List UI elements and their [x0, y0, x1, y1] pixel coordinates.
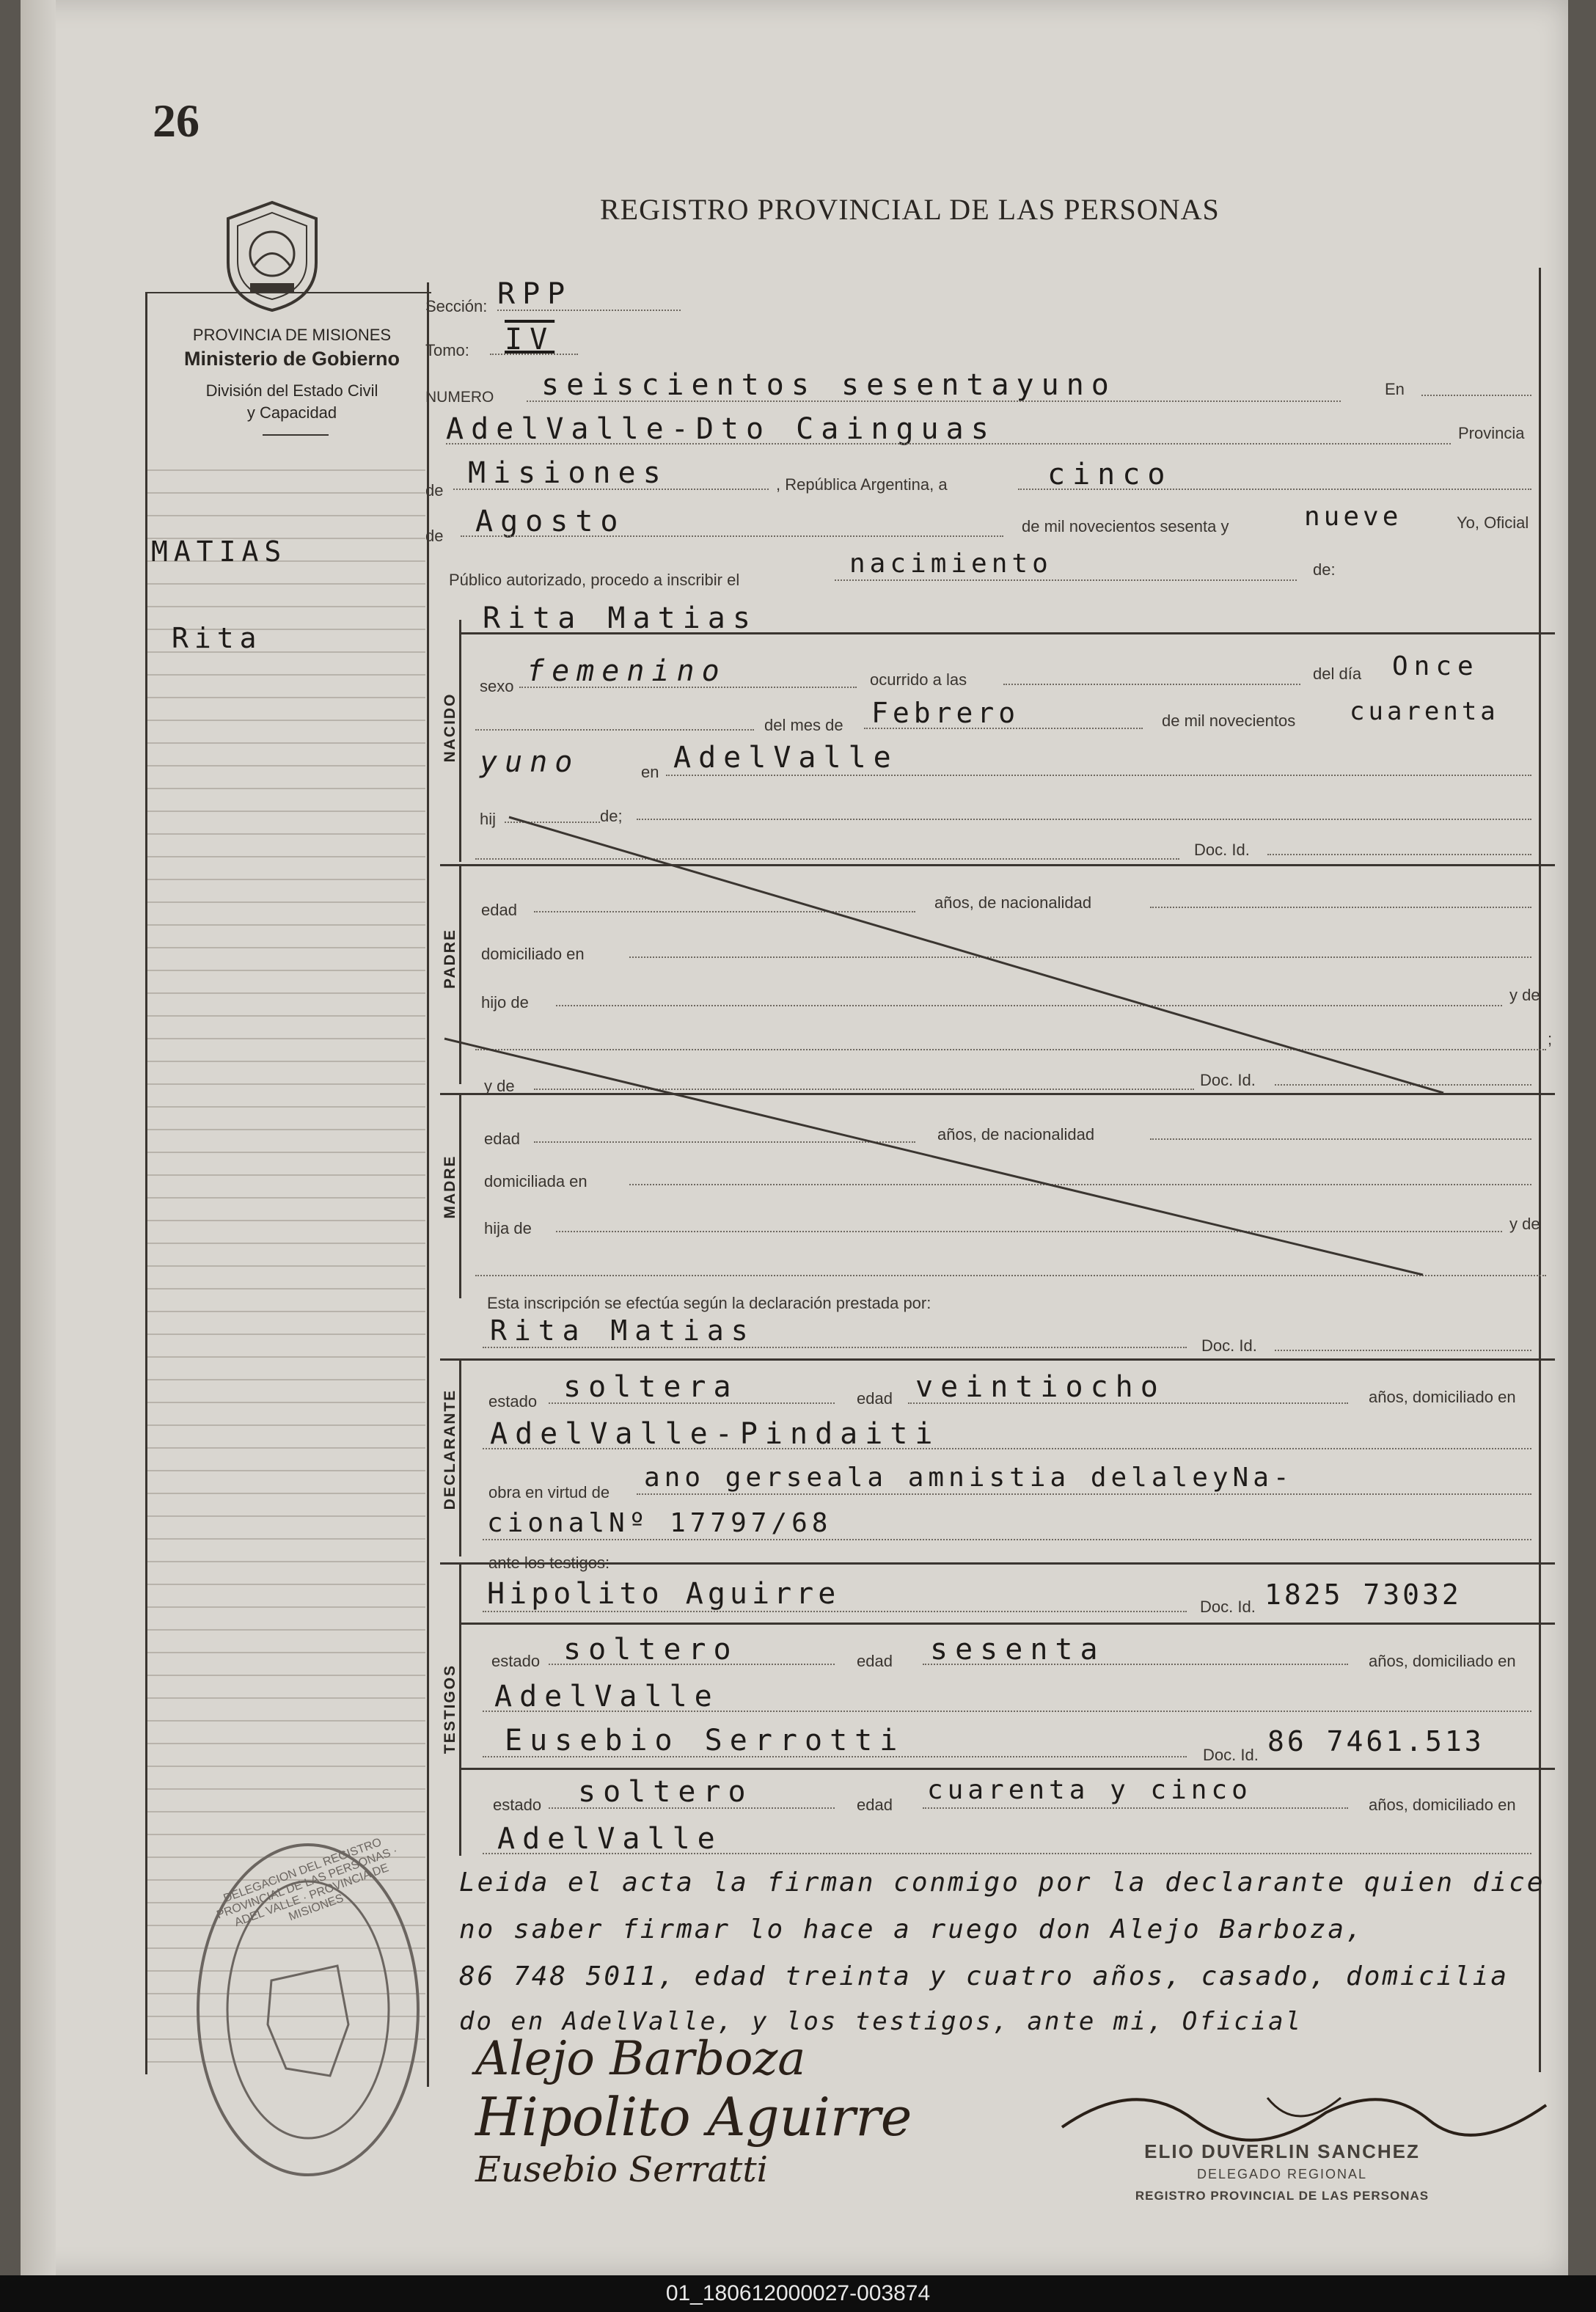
dotline: [483, 1611, 1187, 1612]
label-de-colon: de:: [1313, 560, 1336, 579]
dotline: [483, 1711, 1531, 1712]
dotline: [483, 1347, 1187, 1348]
field-lugar-nac: AdelValle: [673, 741, 898, 775]
label-ante-testigos: ante los testigos:: [488, 1554, 610, 1572]
field-declarante-domicilio: AdelValle-Pindaiti: [490, 1417, 940, 1451]
stamp-office: REGISTRO PROVINCIAL DE LAS PERSONAS: [1135, 2189, 1430, 2203]
label-del-dia: del día: [1313, 665, 1362, 683]
label-doc-id: Doc. Id.: [1201, 1336, 1257, 1355]
label-de-semicolon: de;: [600, 807, 623, 825]
field-obra-2: cionalNº 17797/68: [487, 1508, 832, 1538]
label-estado: estado: [488, 1392, 538, 1411]
label-hij: hij: [480, 810, 497, 828]
dotline: [923, 1664, 1348, 1665]
dotline: [483, 1853, 1531, 1854]
dotline: [908, 1402, 1348, 1404]
label-numero: NUMERO: [425, 389, 494, 406]
label-de-mil-sesenta: de mil novecientos sesenta y: [1022, 517, 1229, 535]
field-sexo: femenino: [527, 654, 727, 688]
sidebar-province: PROVINCIA DE MISIONES: [192, 326, 392, 344]
field-testigo2-doc: 86 7461.513: [1267, 1725, 1485, 1757]
field-anio-acta: nueve: [1304, 502, 1402, 532]
note-line-4: do en AdelValle, y los testigos, ante mi, Oficial: [459, 2007, 1303, 2036]
label-sexo: sexo: [480, 677, 514, 695]
section-label-testigos: TESTIGOS: [442, 1664, 458, 1755]
stamp-name: ELIO DUVERLIN SANCHEZ: [1144, 2140, 1420, 2162]
label-seccion: Sección:: [425, 297, 488, 315]
section-label-nacido: NACIDO: [442, 692, 458, 763]
label-anos-nacionalidad: años, de nacionalidad: [934, 893, 1092, 912]
label-estado: estado: [491, 1652, 541, 1670]
section-rule: [440, 1562, 1555, 1565]
label-de: de: [425, 527, 444, 545]
label-edad: edad: [857, 1389, 893, 1408]
dotline: [923, 1807, 1348, 1809]
signature-hipolito-aguirre: Hipolito Aguirre: [475, 2086, 912, 2148]
field-testigo1-edad: sesenta: [930, 1633, 1105, 1667]
section-label-madre: MADRE: [442, 1155, 458, 1219]
label-tomo: Tomo:: [425, 341, 469, 359]
field-mes-acta: Agosto: [475, 505, 626, 538]
field-anio-nac-2: yuno: [480, 745, 580, 779]
label-doc-id: Doc. Id.: [1200, 1598, 1256, 1616]
field-dia-acta: cinco: [1047, 458, 1173, 491]
field-lugar: AdelValle-Dto Cainguas: [446, 412, 996, 446]
note-line-1: Leida el acta la firman conmigo por la declarante quien dice: [459, 1867, 1545, 1898]
label-edad: edad: [484, 1130, 520, 1148]
label-en: en: [641, 763, 659, 781]
sidebar-division: División del Estado Civil: [205, 381, 378, 400]
dotline: [549, 1664, 835, 1665]
field-seccion: RPP: [497, 277, 573, 311]
label-declaracion: Esta inscripción se efectúa según la declaración prestada por:: [487, 1294, 931, 1312]
register-page: [21, 0, 1568, 2275]
section-label-padre: PADRE: [442, 929, 458, 989]
row-rule: [461, 1623, 1555, 1625]
field-declarante-estado: soltera: [563, 1370, 739, 1404]
field-testigo1-domicilio: AdelValle: [494, 1680, 720, 1713]
label-edad: edad: [481, 901, 517, 919]
page-title: REGISTRO PROVINCIAL DE LAS PERSONAS: [600, 193, 1220, 226]
label-y-de: y de: [484, 1077, 515, 1095]
signature-eusebio-serratti: Eusebio Serratti: [475, 2149, 768, 2190]
label-estado: estado: [493, 1796, 542, 1814]
dotline: [549, 1402, 835, 1404]
sidebar-ministry: Ministerio de Gobierno: [183, 348, 400, 370]
dotline: [549, 1807, 835, 1809]
field-acto: nacimiento: [849, 549, 1053, 579]
sidebar-surname: MATIAS: [151, 535, 288, 568]
field-testigo1-doc: 1825 73032: [1264, 1578, 1462, 1611]
label-domiciliada: domiciliada en: [484, 1172, 587, 1190]
label-en: En: [1385, 380, 1405, 398]
page-number: 26: [153, 95, 200, 147]
field-declarante-edad: veintiocho: [915, 1370, 1165, 1404]
label-publico: Público autorizado, procedo a inscribir el: [449, 571, 740, 589]
label-provincia: Provincia: [1458, 424, 1525, 442]
label-hijo-de: hijo de: [481, 993, 529, 1012]
dotline: [483, 1756, 1187, 1757]
image-id-footer: 01_180612000027-003874: [0, 2275, 1596, 2312]
label-doc-id: Doc. Id.: [1200, 1071, 1256, 1089]
official-signature-icon: [1047, 2068, 1561, 2149]
field-testigo1-estado: soltero: [563, 1633, 739, 1667]
label-y-de: y de: [1509, 1215, 1540, 1233]
note-line-2: no saber firmar lo hace a ruego don Alejo Barboza,: [459, 1914, 1364, 1945]
section-rule: [440, 1358, 1555, 1361]
label-obra: obra en virtud de: [488, 1483, 610, 1501]
label-de: de: [425, 481, 444, 500]
label-domiciliado: domiciliado en: [481, 945, 585, 963]
label-hija-de: hija de: [484, 1219, 532, 1237]
label-doc-id: Doc. Id.: [1203, 1746, 1259, 1764]
field-obra-1: ano gerseala amnistia delaleyNa-: [644, 1463, 1294, 1493]
field-provincia: Misiones: [468, 456, 668, 490]
sidebar-capacity: y Capacidad: [246, 403, 337, 422]
field-dia-nac: Once: [1392, 651, 1479, 681]
field-testigo2-estado: soltero: [578, 1775, 753, 1809]
field-tomo: IV: [505, 323, 555, 356]
label-republica: , República Argentina, a: [776, 475, 948, 494]
declarante-left-border: [459, 1358, 461, 1556]
dotline: [637, 1493, 1531, 1495]
label-edad: edad: [857, 1652, 893, 1670]
label-edad: edad: [857, 1796, 893, 1814]
dotline: [1275, 1350, 1531, 1351]
field-testigo2-edad: cuarenta y cinco: [927, 1775, 1252, 1805]
field-mes-nac: Febrero: [871, 697, 1020, 729]
seal-text: DELEGACION DEL REGISTRO PROVINCIAL DE LAS PERSONAS · ADEL VALLE · PROVINCIA DE MISIONES: [215, 1836, 400, 1929]
section-label-declarante: DECLARANTE: [442, 1389, 458, 1510]
row-rule: [461, 1768, 1555, 1770]
label-anos-domiciliado: años, domiciliado en: [1369, 1388, 1516, 1406]
label-yo-oficial: Yo, Oficial: [1457, 513, 1529, 532]
field-nombre: Rita Matias: [483, 601, 758, 635]
label-anos-domiciliado: años, domiciliado en: [1369, 1796, 1516, 1814]
field-testigo2-nombre: Eusebio Serrotti: [505, 1724, 905, 1757]
dotline: [483, 1448, 1531, 1449]
field-numero: seiscientos sesentayuno: [541, 368, 1116, 402]
signature-alejo-barboza: Alejo Barboza: [475, 2032, 806, 2086]
label-anos-domiciliado: años, domiciliado en: [1369, 1652, 1516, 1670]
sidebar-given-name: Rita: [172, 622, 263, 654]
label-doc-id: Doc. Id.: [1194, 841, 1250, 859]
label-anos-nacionalidad: años, de nacionalidad: [937, 1125, 1095, 1144]
testigos-left-border: [459, 1562, 461, 1856]
field-testigo2-domicilio: AdelValle: [497, 1822, 722, 1856]
label-semicolon: ;: [1548, 1030, 1553, 1048]
label-del-mes: del mes de: [764, 716, 843, 734]
field-testigo1-nombre: Hipolito Aguirre: [487, 1577, 841, 1611]
note-line-3: 86 748 5011, edad treinta y cuatro años, casado, domicilia: [459, 1961, 1509, 1991]
field-declarante-nombre: Rita Matias: [490, 1314, 755, 1347]
label-y-de: y de: [1509, 986, 1540, 1004]
dotline: [483, 1539, 1531, 1540]
label-ocurrido: ocurrido a las: [870, 670, 967, 689]
field-anio-nac-1: cuarenta: [1350, 697, 1499, 726]
stamp-title: DELEGADO REGIONAL: [1196, 2167, 1368, 2181]
label-de-mil-novecientos: de mil novecientos: [1162, 711, 1296, 730]
